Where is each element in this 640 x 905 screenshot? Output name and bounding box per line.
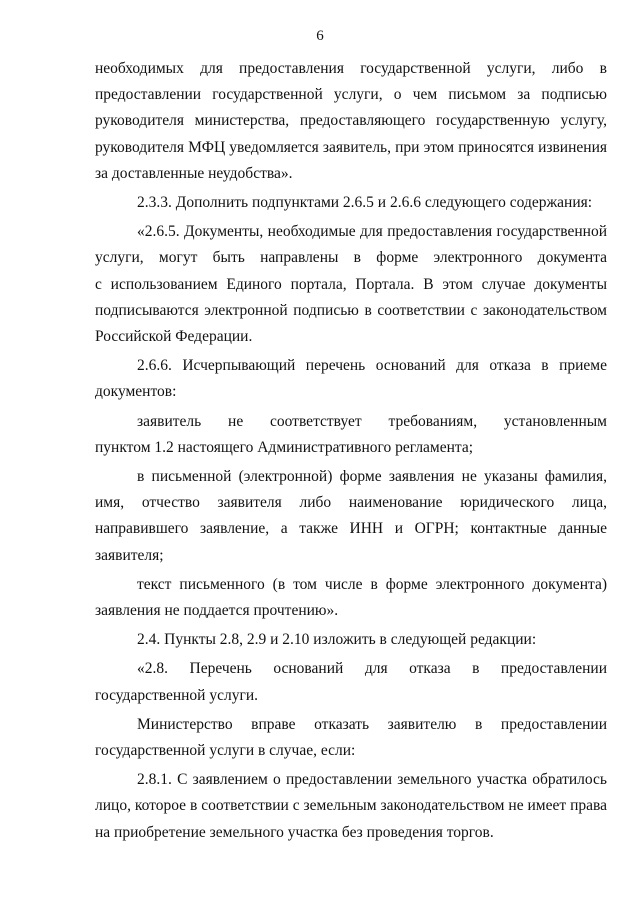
text-line: за доставленные неудобства». bbox=[95, 164, 293, 182]
text-line: с использованием Единого портала, Портала. В этом случае документы bbox=[95, 275, 607, 293]
text-line: государственной услуги. bbox=[95, 686, 258, 704]
text-line: услуги, могут быть направлены в форме электронного документа bbox=[95, 249, 607, 267]
page-number: 6 bbox=[316, 28, 324, 44]
text-line: в письменной (электронной) форме заявления не указаны фамилия, bbox=[137, 468, 607, 486]
text-line: государственной услуги в случае, если: bbox=[95, 742, 356, 760]
text-line: заявления не поддается прочтению». bbox=[95, 602, 339, 620]
text-line: направившего заявление, а также ИНН и ОГРН; контактные данные bbox=[95, 520, 607, 538]
document-body bbox=[95, 56, 607, 846]
text-line: на приобретение земельного участка без проведения торгов. bbox=[95, 823, 494, 841]
text-line: пунктом 1.2 настоящего Административного регламента; bbox=[95, 438, 474, 456]
text-line: заявитель не соответствует требованиям, установленным bbox=[137, 412, 607, 430]
text-line: «2.8. Перечень оснований для отказа в предоставлении bbox=[137, 660, 607, 678]
text-line: 2.8.1. С заявлением о предоставлении земельного участка обратилось bbox=[137, 771, 607, 789]
text-line: руководителя МФЦ уведомляется заявитель, при этом приносятся извинения bbox=[95, 138, 607, 156]
text-line: Российской Федерации. bbox=[95, 328, 253, 346]
text-line: руководителя министерства, предоставляющего государственную услугу, bbox=[95, 112, 607, 130]
text-line: 2.6.6. Исчерпывающий перечень оснований для отказа в приеме bbox=[137, 357, 607, 375]
text-line: Министерство вправе отказать заявителю в предоставлении bbox=[137, 715, 607, 733]
text-line: предоставлении государственной услуги, о чем письмом за подписью bbox=[95, 86, 607, 104]
text-line: заявителя; bbox=[95, 546, 164, 564]
text-line: текст письменного (в том числе в форме электронного документа) bbox=[137, 575, 607, 593]
text-line: «2.6.5. Документы, необходимые для предоставления государственной bbox=[137, 223, 607, 241]
text-line: лицо, которое в соответствии с земельным законодательством не имеет права bbox=[95, 797, 607, 815]
text-line: 2.3.3. Дополнить подпунктами 2.6.5 и 2.6.6 следующего содержания: bbox=[137, 194, 593, 212]
text-line: документов: bbox=[95, 383, 177, 401]
text-line: подписываются электронной подписью в соответствии с законодательством bbox=[95, 301, 607, 319]
text-line: имя, отчество заявителя либо наименование юридического лица, bbox=[95, 494, 607, 512]
text-line: 2.4. Пункты 2.8, 2.9 и 2.10 изложить в следующей редакции: bbox=[137, 631, 537, 649]
text-line: необходимых для предоставления государственной услуги, либо в bbox=[95, 60, 607, 77]
